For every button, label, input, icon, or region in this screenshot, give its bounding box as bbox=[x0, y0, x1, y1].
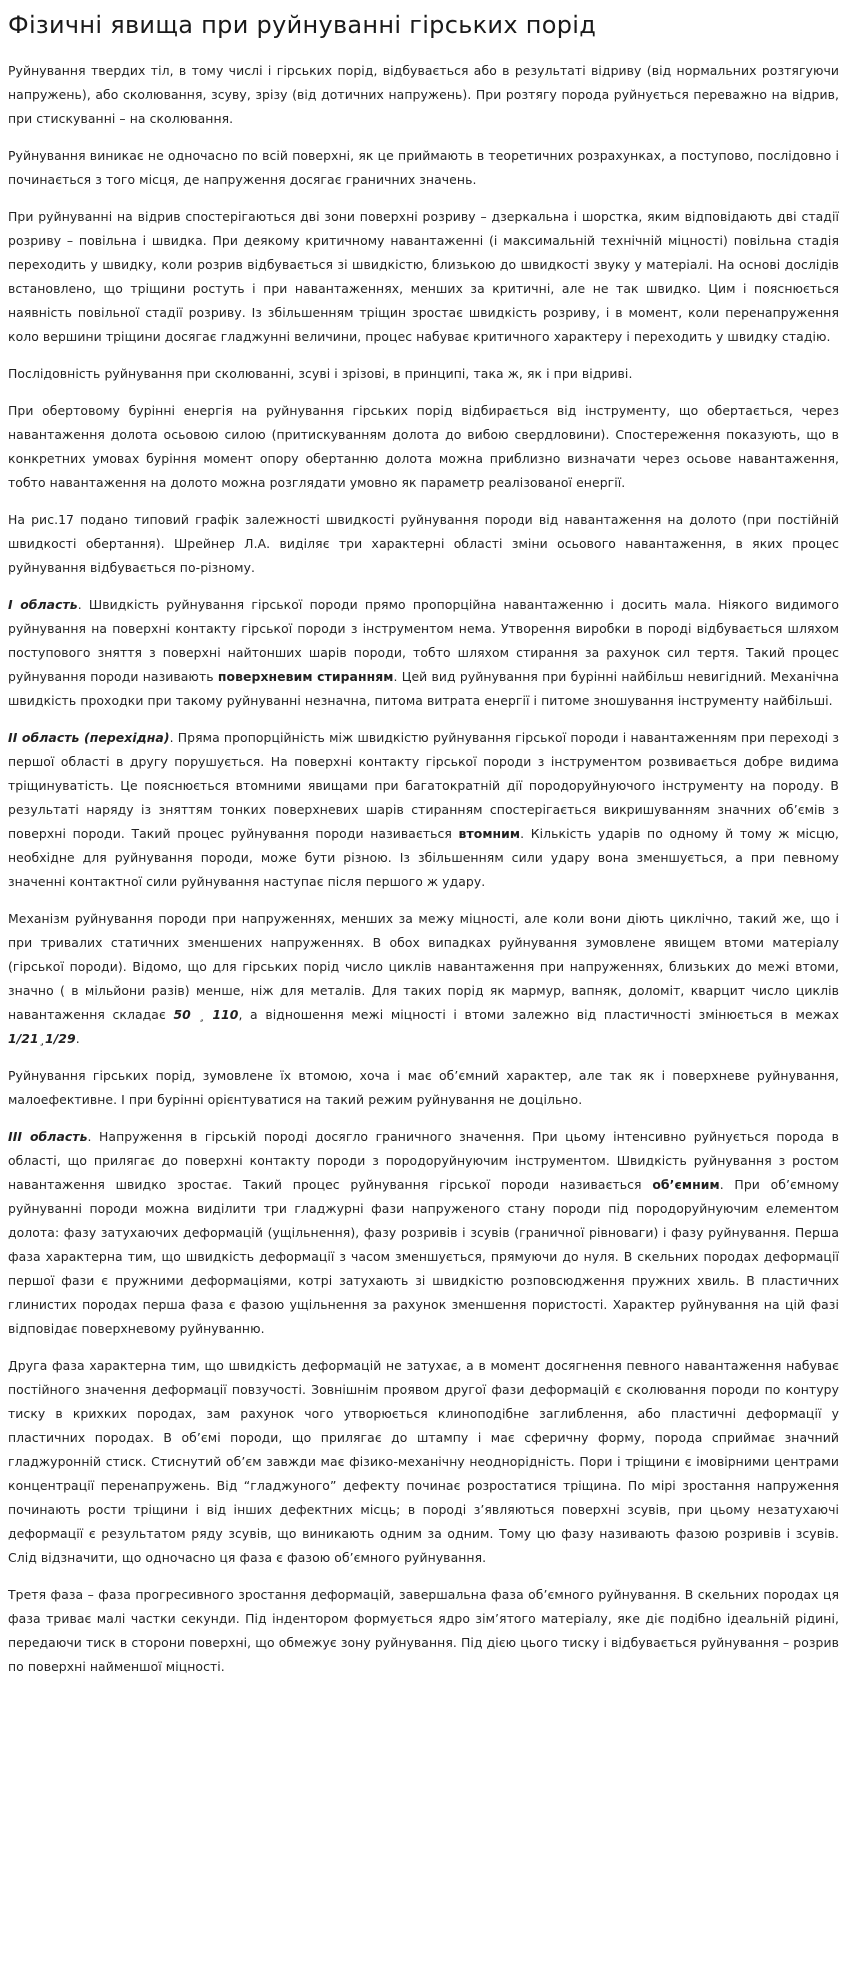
region-3-text-a: . Напруження в гірській породі досягло граничного значення. При цьому інтенсивно руйнується порода в області, що прилягає до поверхні контакту породи з породоруйнуючим інструментом. Швидкість руйнування з ростом навантаження швидко зростає. Такий процес руйнування гірської породи називається bbox=[8, 1129, 839, 1192]
paragraph-gradual-destruction: Руйнування виникає не одночасно по всій поверхні, як це приймають в теоретичних розрахунках, а поступово, послідовно і починається з того місця, де напруження досягає граничних значень. bbox=[8, 148, 839, 187]
region-1-text-a: . Швидкість руйнування гірської породи прямо пропорційна навантаженню і досить мала. Ніякого видимого руйнування на поверхні контакту гірської породи з інструментом нема. Утворення виробки в породі відбувається шляхом поступового зняття з поверхні найтонших шарів породи, тобто шляхом стирання за рахунок сил тертя. Такий процес руйнування породи називають bbox=[8, 597, 839, 684]
paragraph-rupture-types: Руйнування твердих тіл, в тому числі і гірських порід, відбувається або в результаті відриву (від нормальних розтягуючи напружень), або сколювання, зсуву, зрізу (від дотичних напружень). При розтягу порода руйнується переважно на відрив, при стискуванні – на сколювання. bbox=[8, 63, 839, 126]
region-3-term: об’ємним bbox=[652, 1177, 720, 1192]
region-2-text-b: . Кількість ударів по одному й тому ж місцю, необхідне для руйнування породи, може бути різною. Із збільшенням сили удару вона зменшується, а при певному значенні контактної сили руйнування наступає після першого ж удару. bbox=[8, 826, 839, 889]
paragraph-rotary-drilling: При обертовому бурінні енергія на руйнування гірських порід відбирається від інструменту, що обертається, через навантаження долота осьовою силою (притискуванням долота до вибою свердловини). Спостереження показують, що в конкретних умовах буріння момент опору обертанню долота можна приблизно визначати через осьове навантаження, тобто навантаження на долото можна розглядати умовно як параметр реалізованої енергії. bbox=[8, 403, 839, 490]
paragraph-shear-sequence: Послідовність руйнування при сколюванні, зсуві і зрізові, в принципі, така ж, як і при відриві. bbox=[8, 366, 633, 381]
region-1-term: поверхневим стиранням bbox=[217, 669, 394, 684]
region-2-label: ІІ область (перехідна) bbox=[8, 730, 170, 745]
fatigue-text-end: . bbox=[75, 1031, 80, 1046]
region-2-text-a: . Пряма пропорційність між швидкістю руйнування гірської породи і навантаженням при переході з першої області в другу порушується. На поверхні контакту гірської породи з інструментом розвивається добре видима тріщинуватість. Це пояснюється втомними явищами при багатократній дії породоруйнуючого інструменту на породу. В результаті наряду із зняттям тонких поверхневих шарів стиранням спостерігається викришуванням значних об’ємів з поверхні породи. Такий процес руйнування породи називається bbox=[8, 730, 839, 841]
page-title: Фізичні явища при руйнуванні гірських порід bbox=[8, 11, 597, 39]
paragraph-third-phase: Третя фаза – фаза прогресивного зростання деформацій, завершальна фаза об’ємного руйнування. В скельних породах ця фаза триває малі частки секунди. Під індентором формується ядро зім’ятого матеріалу, яке діє подібно ідеальній рідині, передаючи тиск в сторони поверхні, що обмежує зону руйнування. Під дією цього тиску і відбувається руйнування – розрив по поверхні найменшої міцності. bbox=[8, 1587, 839, 1674]
paragraph-fatigue-ineffective: Руйнування гірських порід, зумовлене їх втомою, хоча і має об’ємний характер, але так як і поверхневе руйнування, малоефективне. І при бурінні орієнтуватися на такий режим руйнування не доцільно. bbox=[8, 1068, 839, 1107]
cycle-count-max: 110 bbox=[212, 1007, 239, 1022]
paragraph-second-phase: Друга фаза характерна тим, що швидкість деформацій не затухає, а в момент досягнення певного навантаження набуває постійного значення деформації повзучості. Зовнішнім проявом другої фази деформацій є сколювання породи по контуру тиску в крихких породах, зам рахунок чого утворюється клиноподібне заглиблення, або пластичні деформації у пластичних породах. В об’ємі породи, що прилягає до штампу і має сферичну форму, порода сприймає значний гладжуронній стиск. Стиснутий об’єм завжди має фізико-механічну неоднорідність. Пори і тріщини є імовірними центрами концентрації перенапружень. Від “гладжуного” дефекту починає розростатися тріщина. По мірі зростання напруження починають рости тріщини і від інших дефектних місць; в породі з’являються поверхні зсувів, при цьому незатухаючі деформації є результатом ряду зсувів, що виникають одним за одним. Тому цю фазу називають фазою розривів і зсувів. Слід відзначити, що одночасно ця фаза є фазою об’ємного руйнування. bbox=[8, 1358, 839, 1565]
region-2-term: втомним bbox=[458, 826, 521, 841]
paragraph-region-3 bbox=[8, 1125, 839, 1341]
region-3-text-b: . При об’ємному руйнуванні породи можна виділити три гладжурні фази напруженого стану породи під породоруйнуючим елементом долота: фазу затухаючих деформацій (ущільнення), фазу розривів і зсувів (граничної рівноваги) і фазу руйнування. Перша фаза характерна тим, що швидкість деформації з часом зменшується, прямуючи до нуля. В скельних породах деформації першої фази є пружними деформаціями, котрі затухають зі швидкістю розповсюдження пружних хвиль. В пластичних глинистих породах перша фаза є фазою ущільнення за рахунок зменшення пористості. Характер руйнування на цій фазі відповідає поверхневому руйнуванню. bbox=[8, 1177, 840, 1336]
paragraph-region-2 bbox=[8, 726, 839, 894]
range-separator: ¸ bbox=[190, 1007, 213, 1022]
ratio-separator: ¸ bbox=[38, 1031, 45, 1046]
paragraph-region-1 bbox=[8, 593, 839, 713]
paragraph-figure-17: На рис.17 подано типовий графік залежності швидкості руйнування породи від навантаження на долото (при постійній швидкості обертання). Шрейнер Л.А. виділяє три характерні області зміни осьового навантаження, в яких процес руйнування відбувається по-різному. bbox=[8, 512, 839, 575]
fatigue-text-b: , а відношення межі міцності і втоми залежно від пластичності змінюється в межах bbox=[238, 1007, 839, 1022]
paragraph-rupture-zones: При руйнуванні на відрив спостерігаються дві зони поверхні розриву – дзеркальна і шорстка, яким відповідають дві стадії розриву – повільна і швидка. При деякому критичному навантаженні (і максимальній технічній міцності) повільна стадія переходить у швидку, коли розрив відбувається зі швидкістю, близькою до швидкості звуку у матеріалі. На основі дослідів встановлено, що тріщини ростуть і при навантаженнях, менших за критичні, але не так швидко. Цим і пояснюється наявність повільної стадії розриву. Із збільшенням тріщин зростає швидкість розриву, і в момент, коли перенапруження коло вершини тріщини досягає гладжунні величини, процес набуває критичного характеру і переходить у швидку стадію. bbox=[8, 209, 839, 344]
paragraph-fatigue-mechanism bbox=[8, 907, 839, 1051]
region-3-label: ІІІ область bbox=[8, 1129, 88, 1144]
region-1-label: І область bbox=[8, 597, 78, 612]
region-1-text-b: . Цей вид руйнування при бурінні найбільш невигідний. Механічна швидкість проходки при такому руйнуванні незначна, питома витрата енергії і питоме зношування інструменту найбільші. bbox=[8, 669, 839, 708]
ratio-max: 1/29 bbox=[45, 1031, 76, 1046]
ratio-min: 1/21 bbox=[8, 1031, 39, 1046]
fatigue-text-a: Механізм руйнування породи при напруженнях, менших за межу міцності, але коли вони діють циклічно, такий же, що і при тривалих статичних зменшених напруженнях. В обох випадках руйнування зумовлене явищем втоми матеріалу (гірської породи). Відомо, що для гірських порід число циклів навантаження при напруженнях, близьких до межі втоми, значно ( в мільйони разів) менше, ніж для металів. Для таких порід як мармур, вапняк, доломіт, кварцит число циклів навантаження складає bbox=[8, 911, 839, 1022]
cycle-count-min: 50 bbox=[173, 1007, 191, 1022]
